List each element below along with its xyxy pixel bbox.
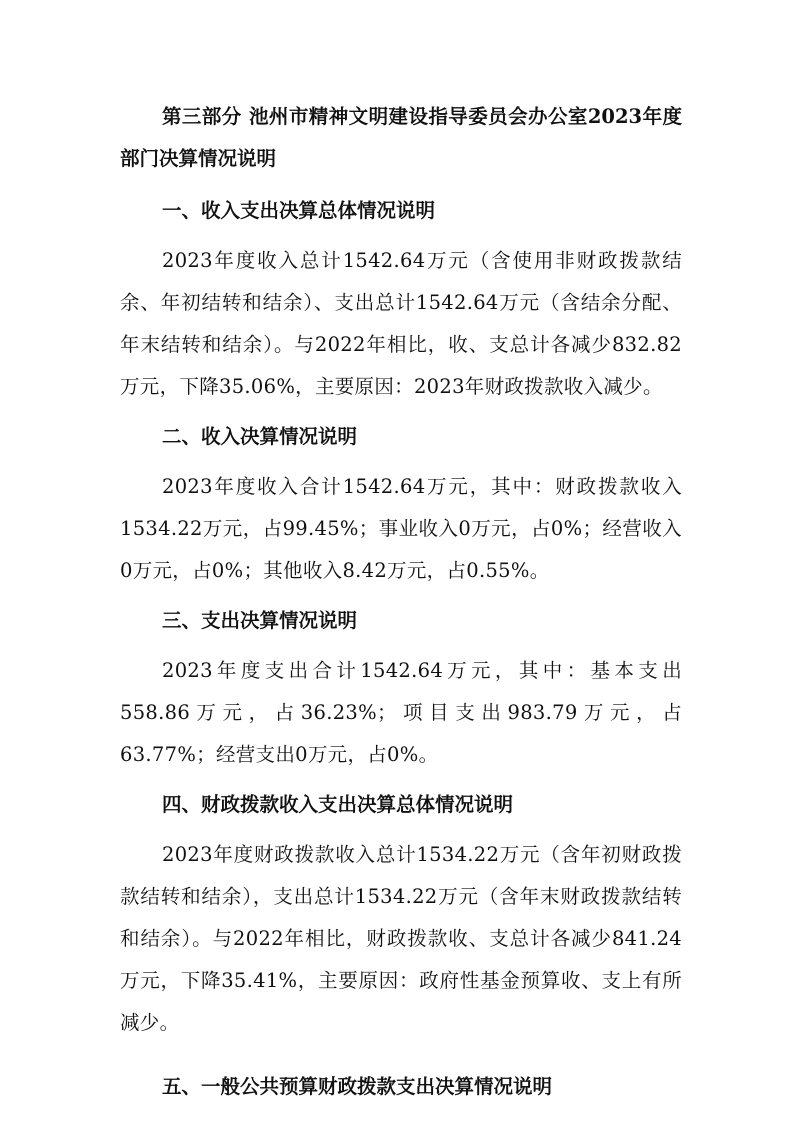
section-paragraph-2: 2023年度收入合计1542.64万元，其中：财政拨款收入1534.22万元，占99.45%；事业收入0万元，占0%；经营收入0万元，占0%；其他收入8.42万元，占0.55%。 bbox=[120, 475, 682, 582]
section-heading-4: 四、财政拨款收入支出决算总体情况说明 bbox=[162, 793, 514, 816]
section-heading-5: 五、一般公共预算财政拨款支出决算情况说明 bbox=[162, 1075, 553, 1098]
document-title: 第三部分 池州市精神文明建设指导委员会办公室2023年度部门决算情况说明 bbox=[120, 105, 682, 170]
document-page bbox=[120, 96, 682, 1116]
section-heading-2: 二、收入决算情况说明 bbox=[162, 425, 358, 448]
section-paragraph-1: 2023年度收入总计1542.64万元（含使用非财政拨款结余、年初结转和结余）、支出总计1542.64万元（含结余分配、年末结转和结余）。与2022年相比，收、支总计各减少832.82万元，下降35.06%，主要原因：2023年财政拨款收入减少。 bbox=[120, 249, 682, 398]
section-paragraph-3: 2023年度支出合计1542.64万元，其中：基本支出558.86万元，占36.23%；项目支出983.79万元，占63.77%；经营支出0万元，占0%。 bbox=[120, 659, 682, 766]
section-heading-3: 三、支出决算情况说明 bbox=[162, 609, 358, 632]
section-paragraph-4: 2023年度财政拨款收入总计1534.22万元（含年初财政拨款结转和结余），支出总计1534.22万元（含年末财政拨款结转和结余）。与2022年相比，财政拨款收、支总计各减少841.24万元，下降35.41%，主要原因：政府性基金预算收、支上有所减少。 bbox=[120, 843, 682, 1034]
section-heading-1: 一、收入支出决算总体情况说明 bbox=[162, 199, 436, 222]
